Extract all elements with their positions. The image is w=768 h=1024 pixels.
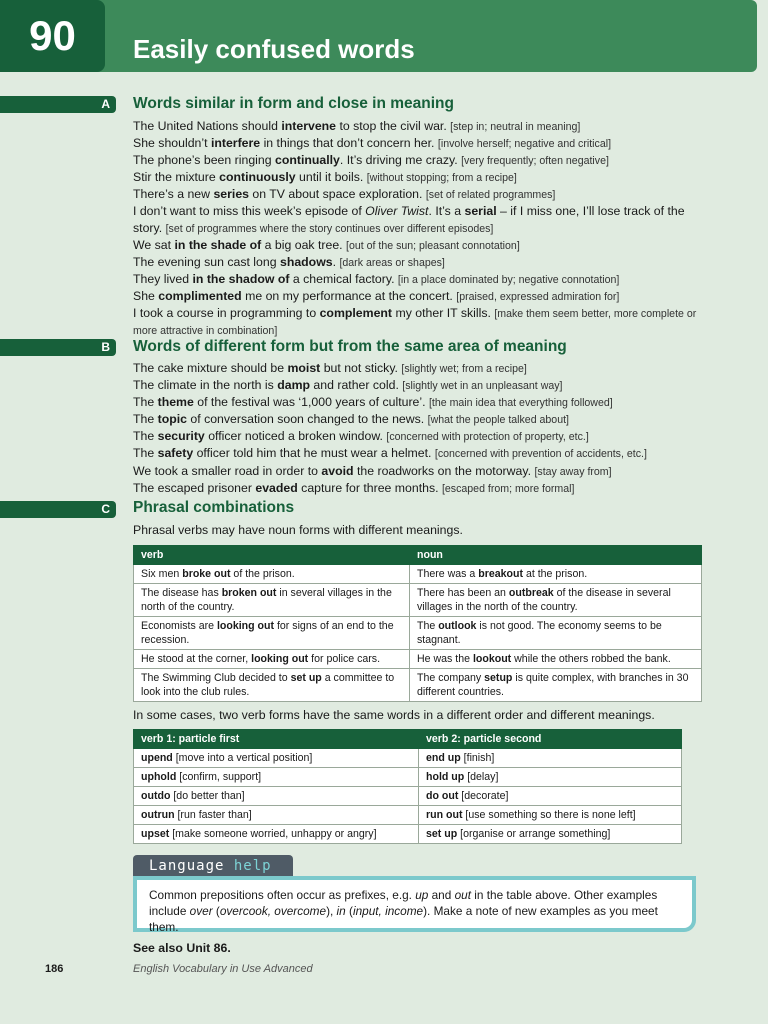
example-sentence (133, 360, 703, 377)
key-word: lookout (472, 653, 512, 665)
sentence-text: and rather cold. (310, 378, 403, 393)
key-word: broken out (221, 587, 277, 599)
help-text: ), (326, 904, 337, 918)
sentence-text: She (133, 288, 159, 303)
table-row (134, 749, 682, 768)
table-row (134, 617, 702, 650)
table-cell (134, 669, 410, 702)
key-word: broke out (182, 568, 231, 580)
sentence-text: The phone’s been ringing (133, 153, 275, 168)
cell-text: at the prison. (523, 568, 588, 580)
meaning-note: [concerned with prevention of accidents, etc.] (434, 448, 647, 461)
meaning-note: [slightly wet in an unpleasant way] (402, 380, 563, 393)
table-cell (134, 650, 410, 669)
cell-text: is quite complex, with branches in 30 different countries. (417, 672, 689, 698)
meaning-note: [step in; neutral in meaning] (450, 121, 581, 133)
key-word: complimented (158, 288, 242, 303)
key-word: looking out (251, 653, 309, 665)
key-word: evaded (255, 480, 298, 495)
column-header: verb (134, 546, 410, 565)
table-row (134, 787, 682, 806)
table-cell (134, 584, 410, 617)
table-row (134, 669, 702, 702)
section-a-body (133, 118, 703, 339)
table-cell (419, 806, 682, 825)
key-word: safety (157, 446, 194, 461)
example-sentence (133, 377, 703, 394)
cell-text: is not good. The economy seems to be stagnant. (417, 620, 662, 646)
section-c-intro: Phrasal verbs may have noun forms with different meanings. (133, 523, 463, 537)
table-cell (134, 565, 410, 584)
cell-text: [delay] (464, 771, 499, 783)
example-sentence (133, 254, 703, 271)
table-cell (410, 617, 702, 650)
section-c-marker: C (0, 501, 116, 518)
key-word: set up (290, 672, 322, 684)
cell-text: [use something so there is none left] (462, 809, 636, 821)
cell-text: Six men (141, 568, 183, 580)
column-header: verb 1: particle first (134, 730, 419, 749)
sentence-text: of conversation soon changed to the news. (186, 412, 428, 427)
sentence-text: The escaped prisoner (133, 480, 256, 495)
meaning-note: [dark areas or shapes] (339, 256, 445, 269)
section-a-title: Words similar in form and close in meaning (133, 95, 454, 112)
sentence-text: She shouldn’t (133, 136, 211, 151)
table-cell (134, 617, 410, 650)
key-word: outrun (141, 809, 175, 821)
sentence-text: I took a course in programming to (133, 306, 320, 321)
book-title: English Vocabulary in Use Advanced (133, 963, 313, 975)
key-word: uphold (141, 771, 177, 783)
cell-text: [make someone worried, unhappy or angry] (169, 828, 377, 840)
meaning-note: [slightly wet; from a recipe] (401, 363, 527, 375)
sentence-text: officer told him that he must wear a helmet. (193, 446, 435, 461)
sentence-text: The United Nations should (133, 119, 282, 133)
example-sentence (133, 428, 703, 445)
key-word: avoid (321, 463, 354, 478)
language-help-label: Language (149, 858, 225, 874)
cell-text: The disease has (141, 587, 222, 599)
help-text: ( (345, 904, 353, 918)
key-word: outbreak (508, 587, 554, 599)
see-also: See also Unit 86. (133, 941, 231, 955)
unit-number: 90 (0, 0, 105, 72)
table-cell (410, 650, 702, 669)
cell-text: in several villages in the north of the country. (141, 587, 392, 613)
sentence-text: . It’s driving me crazy. (339, 153, 462, 168)
cell-text: Economists are (141, 620, 217, 632)
cell-text: for police cars. (308, 653, 381, 665)
table-cell (410, 565, 702, 584)
sentence-text: The (133, 446, 158, 461)
sentence-text: me on my performance at the concert. (241, 288, 457, 303)
sentence-text: There’s a new (133, 187, 214, 202)
cell-text: He was the (417, 653, 473, 665)
sentence-text: a big oak tree. (261, 237, 347, 252)
table-cell (410, 584, 702, 617)
example-sentence (133, 152, 703, 169)
sentence-text: on TV about space exploration. (249, 187, 426, 202)
table-cell (134, 749, 419, 768)
sentence-text: The (133, 412, 158, 427)
key-word: do out (426, 790, 459, 802)
key-word: set up (426, 828, 458, 840)
sentence-text: They lived (133, 271, 193, 286)
sentence-text: The climate in the north is (133, 378, 278, 393)
table-row (134, 806, 682, 825)
key-word: end up (426, 752, 461, 764)
table-cell (419, 749, 682, 768)
key-word: complement (319, 306, 393, 321)
section-b-marker: B (0, 339, 116, 356)
cell-text: while the others robbed the bank. (511, 653, 671, 665)
table-cell (419, 787, 682, 806)
key-word: continually (274, 153, 340, 168)
example-sentence (133, 186, 703, 203)
help-example: over (189, 904, 213, 918)
cell-text: The Swimming Club decided to (141, 672, 291, 684)
example-sentence (133, 411, 703, 428)
sentence-text: my other IT skills. (392, 306, 495, 321)
key-word: security (157, 429, 205, 444)
table-cell (410, 669, 702, 702)
meaning-note: [in a place dominated by; negative connotation] (397, 273, 620, 286)
cell-text: The (417, 620, 439, 632)
key-word: upset (141, 828, 170, 840)
key-word: shadows (279, 254, 333, 269)
meaning-note: [out of the sun; pleasant connotation] (346, 239, 520, 252)
meaning-note: [very frequently; often negative] (461, 155, 609, 168)
example-sentence (133, 480, 703, 497)
cell-text: [organise or arrange something] (457, 828, 611, 840)
sentence-text: – if I miss one, I’ll lose track of the story. (133, 204, 685, 235)
table-row (134, 768, 682, 787)
key-word: upend (141, 752, 173, 764)
meaning-note: [praised, expressed admiration for] (456, 290, 620, 303)
table-row (134, 565, 702, 584)
key-word: setup (484, 672, 513, 684)
example-sentence (133, 118, 703, 135)
sentence-text: officer noticed a broken window. (204, 429, 387, 444)
language-help-box (133, 876, 696, 932)
sentence-text: of the festival was ‘1,000 years of culture’. (193, 395, 429, 410)
example-sentence (133, 271, 703, 288)
table-cell (134, 787, 419, 806)
help-example: in (336, 904, 346, 918)
table-row (134, 650, 702, 669)
sentence-text: in things that don’t concern her. (260, 136, 438, 151)
help-example: input, income (352, 904, 424, 918)
key-word: looking out (216, 620, 275, 632)
table-cell (134, 806, 419, 825)
key-word: interfere (210, 136, 261, 151)
section-c-title: Phrasal combinations (133, 499, 295, 516)
unit-title: Easily confused words (133, 34, 415, 64)
verb-order-table (133, 729, 682, 844)
cell-text: of the disease in several villages in the north of the country. (417, 587, 671, 613)
cell-text: [confirm, support] (176, 771, 262, 783)
sentence-text: . (332, 254, 340, 269)
sentence-text: Stir the mixture (133, 170, 220, 185)
key-word: serial (464, 204, 497, 219)
key-word: in the shade of (174, 237, 262, 252)
section-b-title: Words of different form but from the same area of meaning (133, 338, 567, 355)
key-word: intervene (281, 119, 337, 133)
cell-text: for signs of an end to the recession. (141, 620, 394, 646)
key-word: breakout (478, 568, 523, 580)
key-word: in the shadow of (192, 271, 290, 286)
example-sentence (133, 169, 703, 186)
example-sentence (133, 237, 703, 254)
key-word: topic (157, 412, 187, 427)
cell-text: [decorate] (458, 790, 509, 802)
cell-text: The company (417, 672, 485, 684)
sentence-text: . It’s a (428, 204, 465, 219)
meaning-note: [stay away from] (534, 465, 612, 478)
page-number: 186 (45, 963, 64, 975)
help-text: in the table above. Other examples include (149, 888, 658, 918)
sentence-text: I don’t want to miss this week’s episode of (133, 204, 366, 219)
meaning-note: [set of related programmes] (425, 189, 556, 202)
sentence-text: The evening sun cast long (133, 254, 280, 269)
meaning-note: [concerned with protection of property, etc.] (386, 431, 589, 444)
key-word: moist (287, 361, 321, 375)
key-word: outdo (141, 790, 171, 802)
help-example: overcook, overcome (219, 904, 327, 918)
help-example: out (454, 888, 471, 902)
table-cell (419, 825, 682, 844)
cell-text: a committee to look into the club rules. (141, 672, 395, 698)
key-word: damp (277, 378, 311, 393)
cell-text: [run faster than] (174, 809, 252, 821)
meaning-note: [make them seem better, more complete or more attractive in combination] (133, 308, 697, 338)
meaning-note: [set of programmes where the story continues over different episodes] (165, 222, 494, 235)
help-text: and (428, 888, 455, 902)
sentence-text: but not sticky. (320, 361, 402, 375)
meaning-note: [involve herself; negative and critical] (437, 138, 612, 151)
key-word: series (213, 187, 249, 202)
key-word: outlook (438, 620, 477, 632)
sentence-text: capture for three months. (297, 480, 442, 495)
sentence-text: We took a smaller road in order to (133, 463, 322, 478)
help-example: up (415, 888, 429, 902)
sentence-text: until it boils. (295, 170, 367, 185)
example-sentence (133, 135, 703, 152)
key-word: run out (426, 809, 463, 821)
table-row (134, 584, 702, 617)
cell-text: of the prison. (230, 568, 295, 580)
table-cell (134, 825, 419, 844)
section-b-body (133, 360, 703, 497)
table-cell (134, 768, 419, 787)
sentence-text: to stop the civil war. (336, 119, 451, 133)
key-word: hold up (426, 771, 465, 783)
cell-text: [move into a vertical position] (172, 752, 313, 764)
cell-text: He stood at the corner, (141, 653, 252, 665)
meaning-note: [escaped from; more formal] (441, 482, 575, 495)
section-c-intro-2: In some cases, two verb forms have the same words in a different order and different meanings. (133, 708, 655, 722)
column-header: noun (410, 546, 702, 565)
sentence-text: The (133, 395, 158, 410)
example-sentence (133, 394, 703, 411)
meaning-note: [what the people talked about] (427, 414, 569, 427)
key-word: continuously (219, 170, 296, 185)
sentence-text: The (133, 429, 158, 444)
help-text: ). Make a note of new examples as you meet them. (149, 904, 658, 934)
table-row (134, 825, 682, 844)
sentence-text: a chemical factory. (289, 271, 398, 286)
cell-text: [do better than] (170, 790, 245, 802)
noun-forms-table (133, 545, 702, 702)
help-text: Common prepositions often occur as prefixes, e.g. (149, 888, 416, 902)
sentence-text: The cake mixture should be (133, 361, 288, 375)
example-sentence (133, 203, 703, 236)
column-header: verb 2: particle second (419, 730, 682, 749)
help-text: ( (212, 904, 220, 918)
sentence-text: We sat (133, 237, 175, 252)
example-sentence (133, 463, 703, 480)
example-sentence (133, 288, 703, 305)
sentence-title: Oliver Twist (365, 204, 429, 219)
language-help-tab (133, 855, 293, 877)
example-sentence (133, 305, 703, 339)
example-sentence (133, 445, 703, 462)
cell-text: There has been an (417, 587, 509, 599)
meaning-note: [the main idea that everything followed] (428, 397, 613, 410)
table-cell (419, 768, 682, 787)
language-help-label-accent: help (233, 858, 272, 874)
section-a-marker: A (0, 96, 116, 113)
meaning-note: [without stopping; from a recipe] (366, 172, 517, 185)
cell-text: [finish] (460, 752, 495, 764)
cell-text: There was a (417, 568, 479, 580)
key-word: theme (157, 395, 194, 410)
sentence-text: the roadworks on the motorway. (353, 463, 535, 478)
